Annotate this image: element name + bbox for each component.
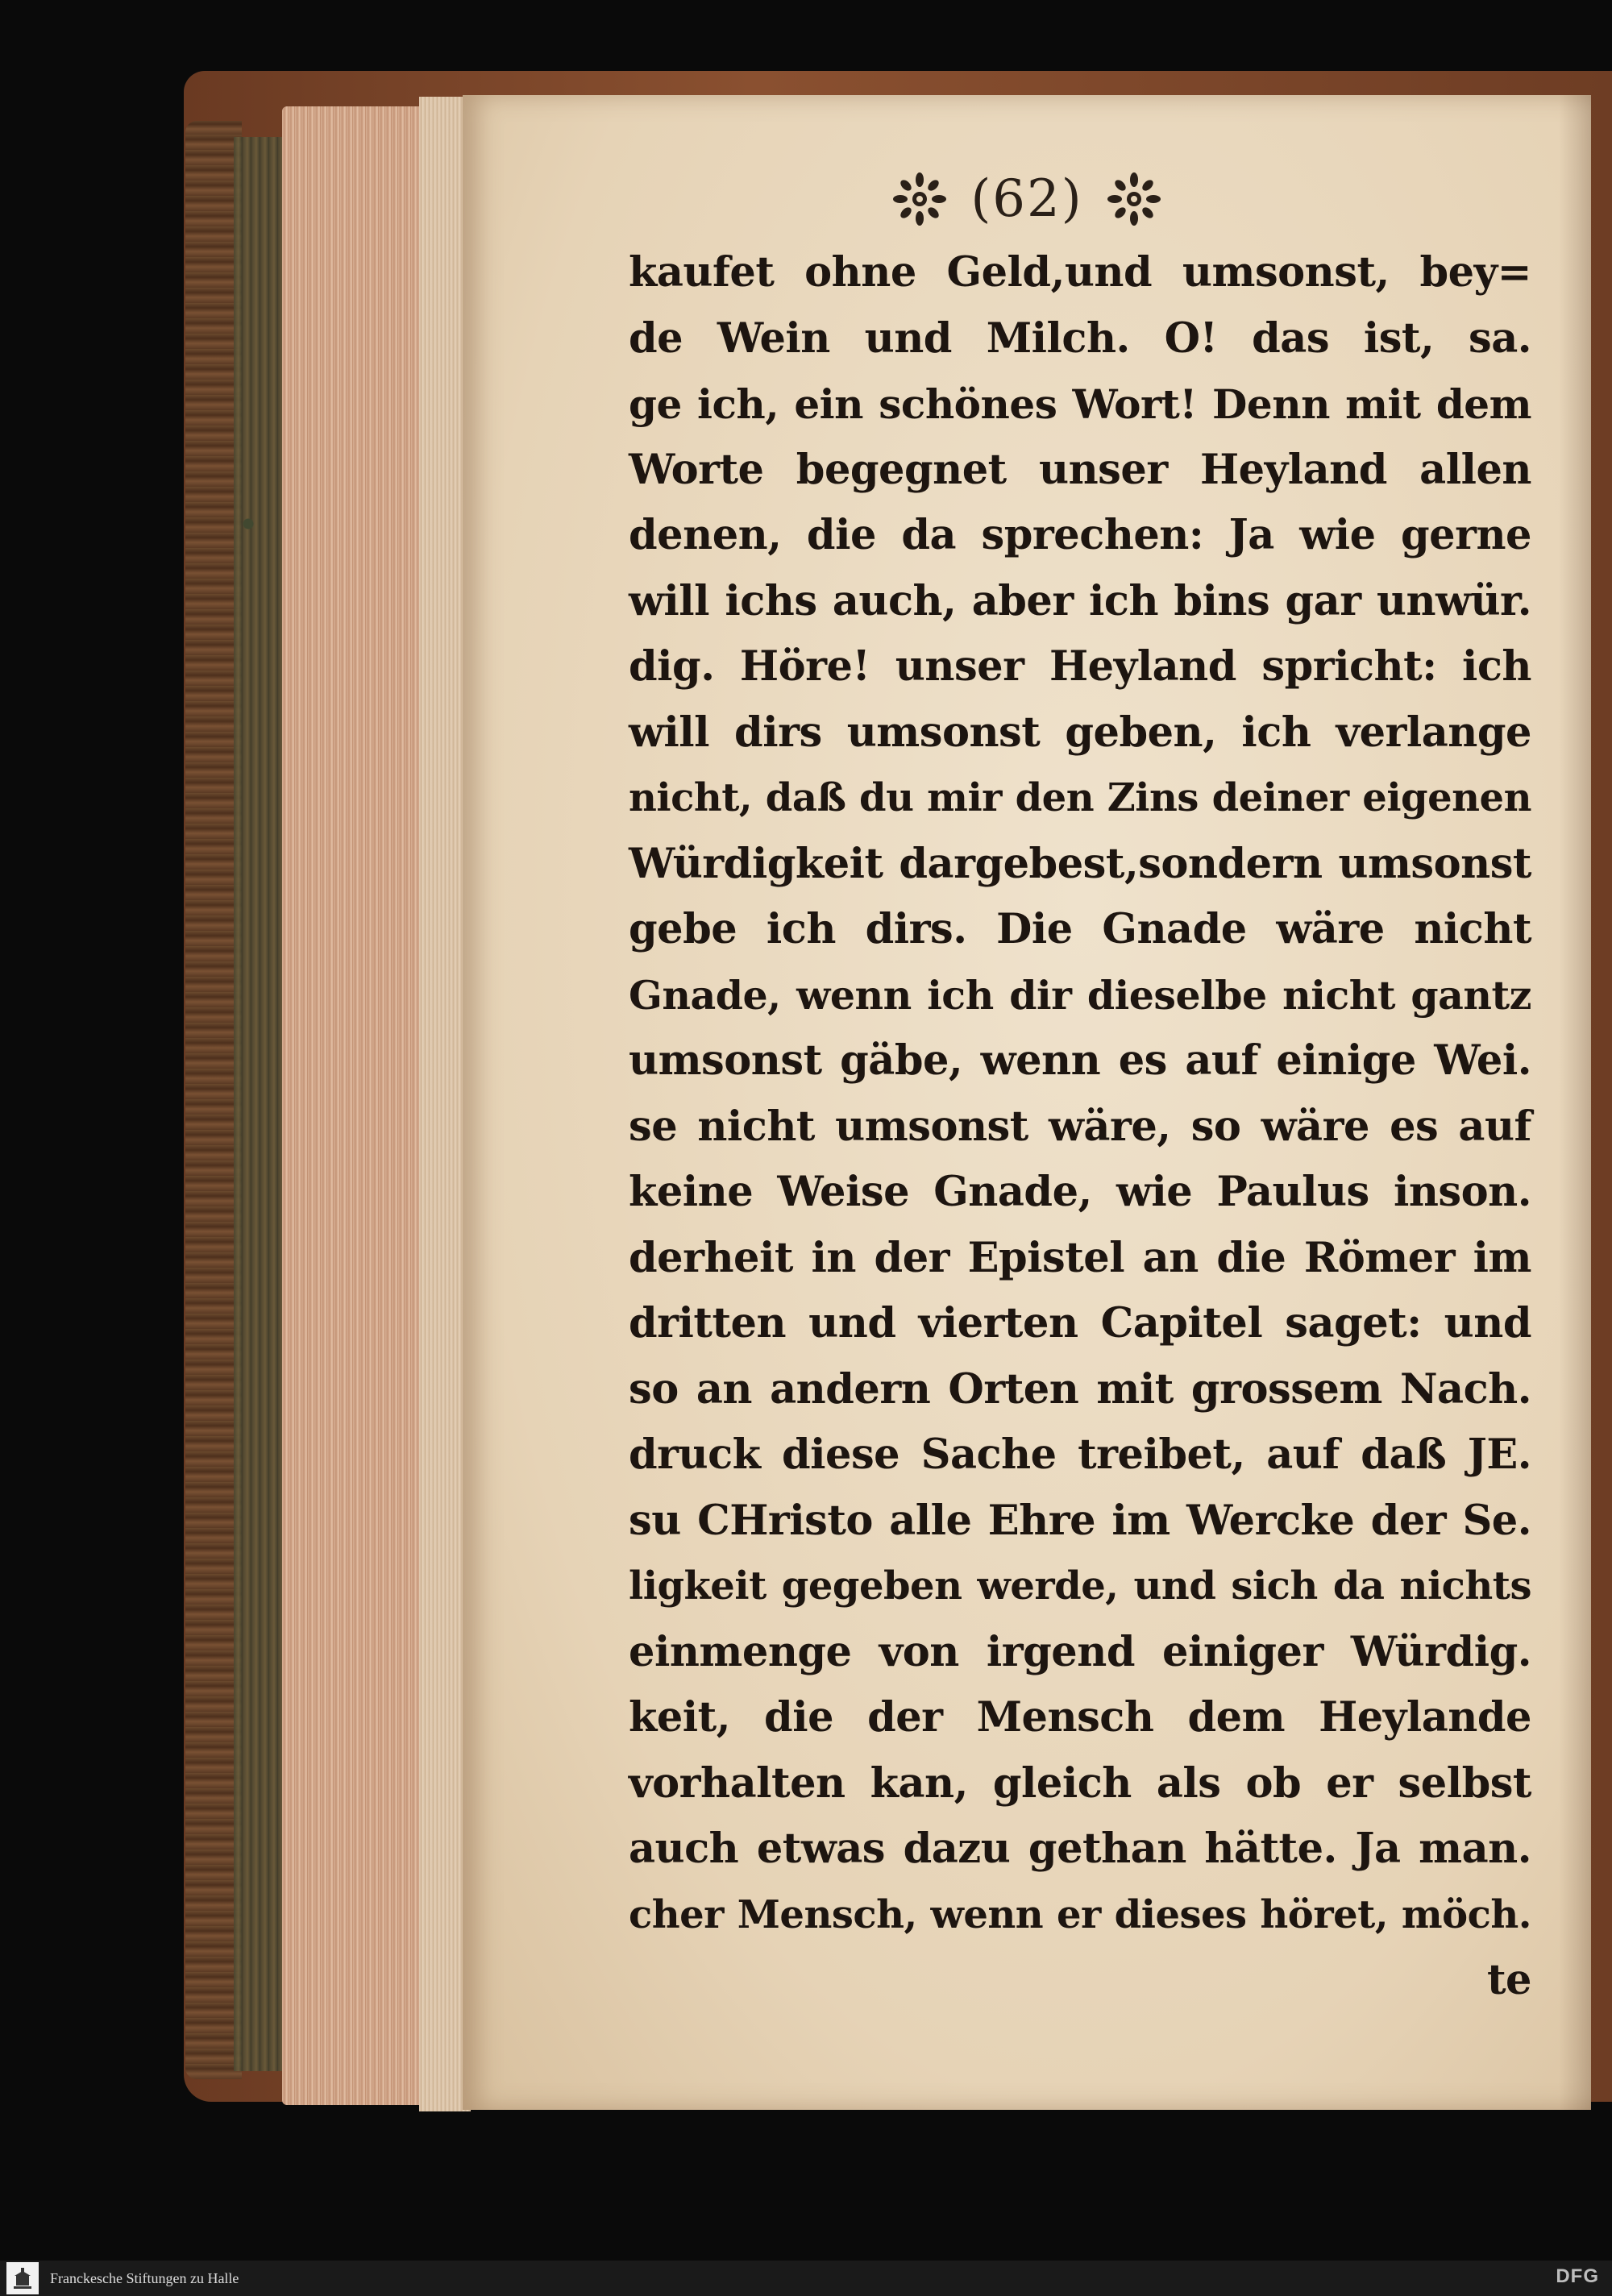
marbled-edge [234, 137, 282, 2071]
text-line: umsonst gäbe, wenn es auf einige Wei. [629, 1036, 1531, 1085]
text-line: se nicht umsonst wäre, so wäre es auf [629, 1102, 1531, 1151]
rosette-ornament-icon [893, 172, 946, 226]
text-line: Würdigkeit dargebest,sondern umsonst [629, 839, 1531, 888]
text-line: keit, die der Mensch dem Heylande [629, 1693, 1531, 1742]
text-line: dig. Höre! unser Heyland spricht: ich [629, 642, 1531, 691]
text-line: so an andern Orten mit grossem Nach. [629, 1364, 1531, 1414]
text-line: cher Mensch, wenn er dieses höret, möch. [629, 1891, 1531, 1937]
rosette-ornament-icon [1107, 172, 1161, 226]
gutter-shadow [1559, 95, 1591, 2110]
institution-name[interactable]: Franckesche Stiftungen zu Halle [50, 2269, 239, 2286]
text-line: gebe ich dirs. Die Gnade wäre nicht [629, 905, 1531, 953]
text-line: keine Weise Gnade, wie Paulus inson. [629, 1168, 1531, 1216]
text-line: will dirs umsonst geben, ich verlange [629, 708, 1531, 757]
dfg-logo[interactable]: DFG [1556, 2265, 1599, 2287]
text-line: Gnade, wenn ich dir dieselbe nicht gantz [629, 971, 1531, 1019]
text-line: kaufet ohne Geld,und umsonst, bey= [629, 248, 1531, 297]
text-line: druck diese Sache treibet, auf daß JE. [629, 1430, 1531, 1479]
text-line: nicht, daß du mir den Zins deiner eigenen [629, 775, 1531, 820]
text-line: derheit in der Epistel an die Römer im [629, 1233, 1531, 1282]
text-line: einmenge von irgend einiger Würdig. [629, 1627, 1531, 1676]
text-line: Worte begegnet unser Heyland allen [629, 445, 1531, 494]
text-line: de Wein und Milch. O! das ist, sa. [629, 313, 1531, 363]
text-line: auch etwas dazu gethan hätte. Ja man. [629, 1825, 1531, 1873]
page-header [463, 155, 1591, 243]
viewer-footer [0, 2261, 1612, 2296]
institution-logo-icon [6, 2262, 39, 2294]
text-line: ge ich, ein schönes Wort! Denn mit dem [629, 380, 1531, 428]
text-line: ligkeit gegeben werde, und sich da nichts [629, 1563, 1531, 1609]
catchword: te [1486, 1956, 1531, 2004]
text-line: denen, die da sprechen: Ja wie gerne [629, 511, 1531, 559]
text-line: vorhalten kan, gleich als ob er selbst [629, 1758, 1531, 1808]
page-number: (62) [970, 169, 1083, 229]
body-text [629, 240, 1531, 2014]
text-line: su CHristo alle Ehre im Wercke der Se. [629, 1496, 1531, 1545]
text-line: will ichs auch, aber ich bins gar unwür. [629, 576, 1531, 625]
text-line: dritten und vierten Capitel saget: und [629, 1299, 1531, 1347]
